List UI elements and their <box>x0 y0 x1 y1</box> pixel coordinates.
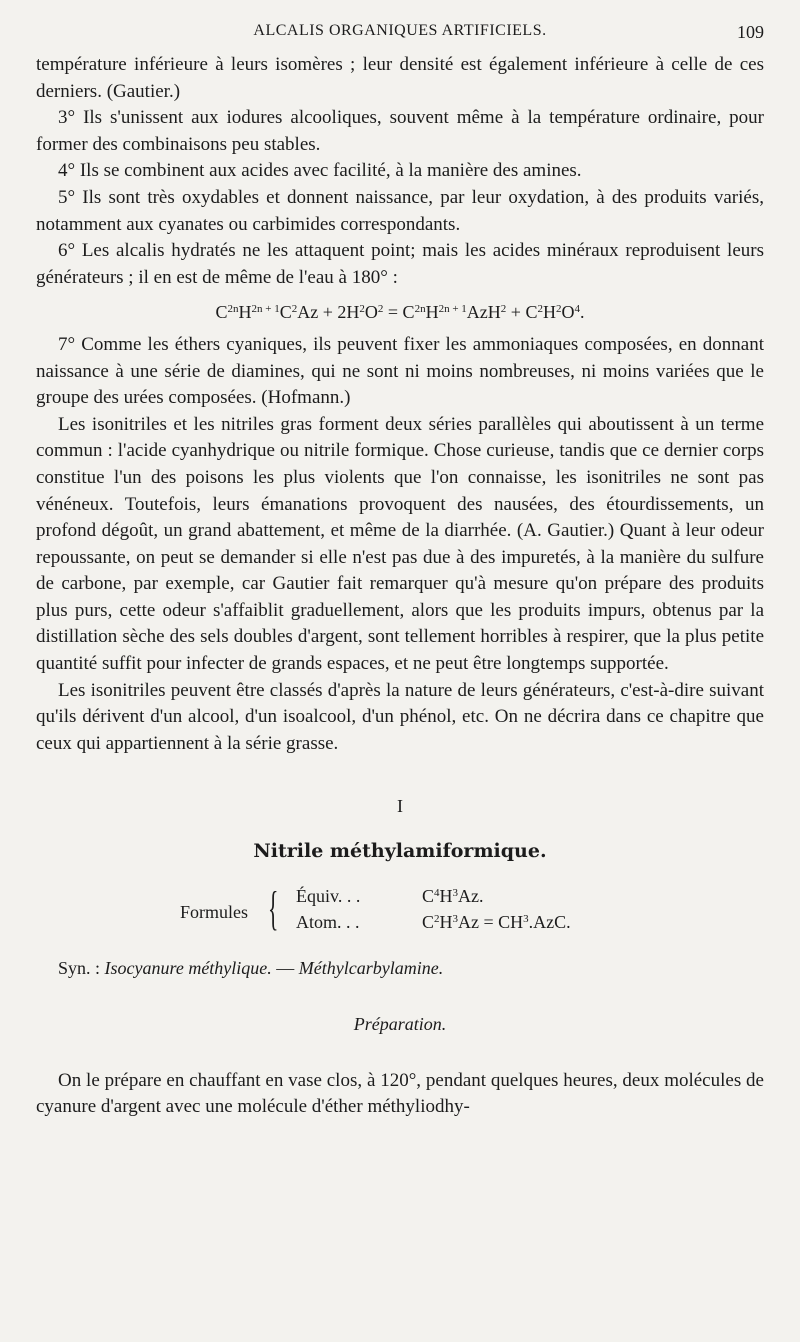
paragraph-6: 6° Les alcalis hydratés ne les attaquent point; mais les acides minéraux reproduisent leurs générateurs ; il en est de même de l'eau à 180° : <box>36 240 764 288</box>
formulas-block <box>36 879 764 943</box>
preparation-heading: Préparation. <box>353 1014 447 1035</box>
formulas-label: Formules <box>180 901 249 922</box>
paragraph-3: 3° Ils s'unissent aux iodures alcooliques, souvent même à la température ordinaire, pour former des combinaisons peu stables. <box>36 107 764 155</box>
page-number: 109 <box>737 22 764 42</box>
section-number: I <box>397 796 403 817</box>
paragraph-4: 4° Ils se combinent aux acides avec facilité, à la manière des amines. <box>58 160 582 182</box>
brace: { <box>268 881 279 935</box>
page-header <box>36 22 764 46</box>
paragraph-7: 7° Comme les éthers cyaniques, ils peuvent fixer les ammoniaques composées, en donnant naissance à une série de diamines, qui ne sont ni moins nombreuses, ni moins variées que le groupe des urées composées. (Hofmann.) <box>36 333 764 409</box>
section-title: Nitrile méthylamiformique. <box>253 840 547 863</box>
running-head: ALCALIS ORGANIQUES ARTIFICIELS. <box>253 22 547 39</box>
paragraph-continuation: température inférieure à leurs isomères ; leur densité est également inférieure à celle de ces derniers. (Gautier.) <box>36 54 764 102</box>
body-text <box>36 52 764 1121</box>
reaction-equation: $C^{2n}H^{2n + 1}C^2Az + 2H^2O^2 = C^{2n}H^{2n + 1}AzH^2 + C^2H^2O^4$. <box>215 302 585 323</box>
formula-equiv: Équiv. . . $C^4H^3Az$. <box>296 885 484 906</box>
paragraph-5: 5° Ils sont très oxydables et donnent naissance, par leur oxydation, à des produits variés, notamment aux cyanates ou carbimides correspondants. <box>36 186 764 235</box>
synonyms-line: Syn. : Isocyanure méthylique. — Méthylcarbylamine. <box>58 957 444 978</box>
paragraph-8: Les isonitriles et les nitriles gras forment deux séries parallèles qui aboutissent à un terme commun : l'acide cyanhydrique ou nitrile formique. Chose curieuse, tandis que ce dernier corps constitue l'un des poisons les plus violents que l'on connaisse, les isonitriles ne sont pas vénéneux. Toutefois, leurs émanations provoquent des nausées, des étourdissements, un profond dégoût, un grand abattement, et même de la diarrhée. (A. Gautier.) Quant à leur odeur repoussante, on peut se demander si elle n'est pas due à des impuretés, à la manière du sulfure de carbone, par exemple, car Gautier fait remarquer qu'à mesure qu'on prépare des produits plus purs, cette odeur s'affaiblit graduellement, alors que les produits impurs, obtenus par la distillation sèche des sels doubles d'argent, sont tellement horribles à respirer, que la plus petite quantité suffit pour infecter de grands espaces, et ne peut être longtemps supportée. <box>36 413 764 675</box>
preparation-paragraph: On le prépare en chauffant en vase clos, à 120°, pendant quelques heures, deux molécules de cyanure d'argent avec une molécule d'éther méthyliodhy- <box>36 1069 764 1118</box>
paragraph-9: Les isonitriles peuvent être classés d'après la nature de leurs générateurs, c'est-à-dire suivant qu'ils dérivent d'un alcool, d'un isoalcool, d'un phénol, etc. On ne décrira dans ce chapitre que ceux qui appartiennent à la série grasse. <box>36 679 764 754</box>
formula-atom: Atom. . . $C^2H^3Az = CH^3.AzC$. <box>296 911 571 932</box>
